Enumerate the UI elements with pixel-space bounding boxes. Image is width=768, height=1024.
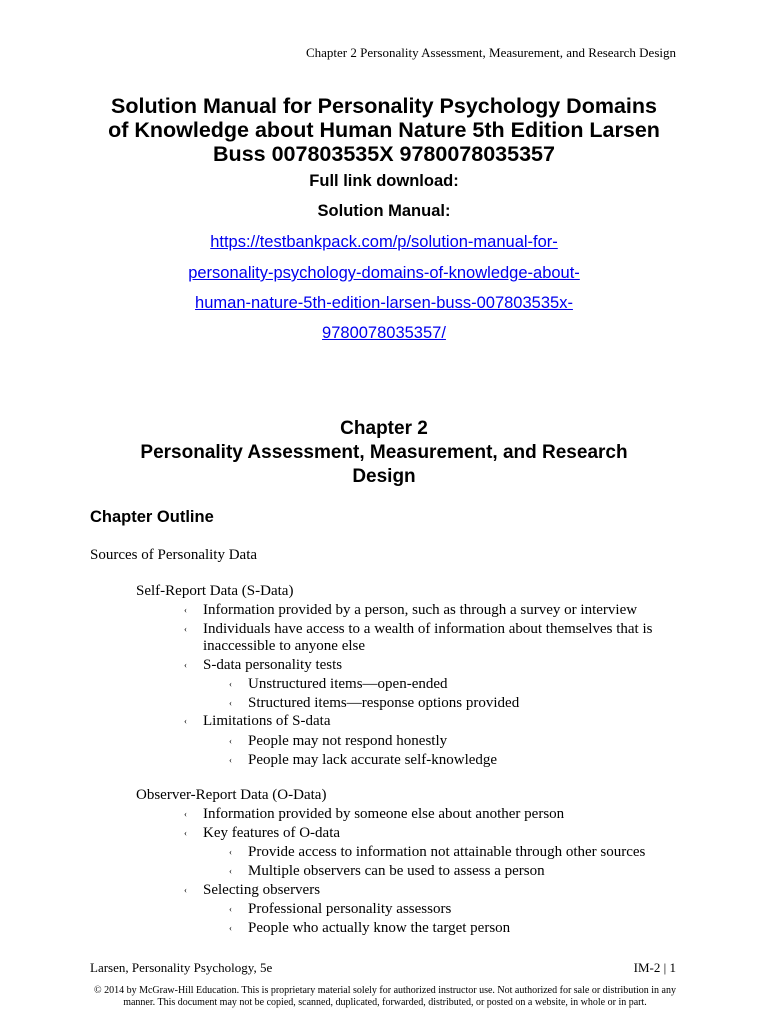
list-item: Unstructured items—open-ended xyxy=(248,676,448,692)
page-number: IM-2 | 1 xyxy=(633,960,676,975)
list-item: Information provided by someone else about another person xyxy=(203,806,565,822)
copyright-line: © 2014 by McGraw-Hill Education. This is proprietary material solely for authorized instructor use. Not authorized for sale or distribution in any xyxy=(94,985,676,996)
outline-heading: Chapter Outline xyxy=(90,508,214,526)
chapter-number: Chapter 2 xyxy=(340,418,428,439)
bullet-icon: ‹ xyxy=(229,736,232,746)
subsection-heading: Self-Report Data (S-Data) xyxy=(136,583,294,599)
bullet-icon: ‹ xyxy=(184,660,187,670)
list-item: Professional personality assessors xyxy=(248,901,452,917)
list-item: Information provided by a person, such as through a survey or interview xyxy=(203,602,638,618)
bullet-icon: ‹ xyxy=(229,755,232,765)
bullet-icon: ‹ xyxy=(184,716,187,726)
full-link-label: Full link download: xyxy=(309,172,459,190)
bullet-icon: ‹ xyxy=(184,828,187,838)
list-item: Multiple observers can be used to assess a person xyxy=(248,863,545,879)
list-item: Key features of O-data xyxy=(203,825,341,841)
bullet-icon: ‹ xyxy=(184,809,187,819)
bullet-icon: ‹ xyxy=(229,679,232,689)
copyright-line: manner. This document may not be copied, scanned, duplicated, forwarded, distributed, or posted on a website, in whole or in part. xyxy=(123,997,647,1008)
list-item: Limitations of S-data xyxy=(203,713,331,729)
copyright-notice xyxy=(90,985,680,1009)
title-line: Buss 007803535X 9780078035357 xyxy=(213,142,555,166)
list-item: Structured items—response options provided xyxy=(248,695,520,711)
list-item: People who actually know the target person xyxy=(248,920,511,936)
bullet-icon: ‹ xyxy=(229,923,232,933)
bullet-icon: ‹ xyxy=(184,624,187,634)
chapter-title: Design xyxy=(352,466,416,487)
list-item: inaccessible to anyone else xyxy=(203,638,366,654)
solution-manual-label: Solution Manual: xyxy=(317,202,451,220)
list-item: Individuals have access to a wealth of information about themselves that is xyxy=(203,621,653,637)
bullet-icon: ‹ xyxy=(229,904,232,914)
download-link[interactable] xyxy=(0,294,768,313)
title-line: of Knowledge about Human Nature 5th Edition Larsen xyxy=(108,118,660,142)
bullet-icon: ‹ xyxy=(184,885,187,895)
subsection-heading: Observer-Report Data (O-Data) xyxy=(136,787,327,803)
title-line: Solution Manual for Personality Psychology Domains xyxy=(111,94,657,118)
download-link-line[interactable]: https://testbankpack.com/p/solution-manual-for- xyxy=(210,233,558,251)
section-heading: Sources of Personality Data xyxy=(90,547,258,563)
bullet-icon: ‹ xyxy=(229,698,232,708)
document-title xyxy=(60,94,708,166)
bullet-icon: ‹ xyxy=(184,605,187,615)
chapter-title: Personality Assessment, Measurement, and Research xyxy=(140,442,628,463)
list-item: Selecting observers xyxy=(203,882,321,898)
running-head: Chapter 2 Personality Assessment, Measurement, and Research Design xyxy=(305,45,676,60)
download-link[interactable] xyxy=(0,324,768,343)
download-link[interactable] xyxy=(0,264,768,283)
download-link-line[interactable]: 9780078035357/ xyxy=(322,324,446,342)
download-link-line[interactable]: human-nature-5th-edition-larsen-buss-007803535x- xyxy=(195,294,573,312)
list-item: People may lack accurate self-knowledge xyxy=(248,752,498,768)
list-item: Provide access to information not attainable through other sources xyxy=(248,844,646,860)
list-item: People may not respond honestly xyxy=(248,733,448,749)
bullet-icon: ‹ xyxy=(229,866,232,876)
download-link[interactable] xyxy=(0,233,768,252)
footer-book-title: Larsen, Personality Psychology, 5e xyxy=(90,960,273,975)
list-item: S-data personality tests xyxy=(203,657,343,673)
bullet-icon: ‹ xyxy=(229,847,232,857)
download-link-line[interactable]: personality-psychology-domains-of-knowledge-about- xyxy=(188,264,580,282)
